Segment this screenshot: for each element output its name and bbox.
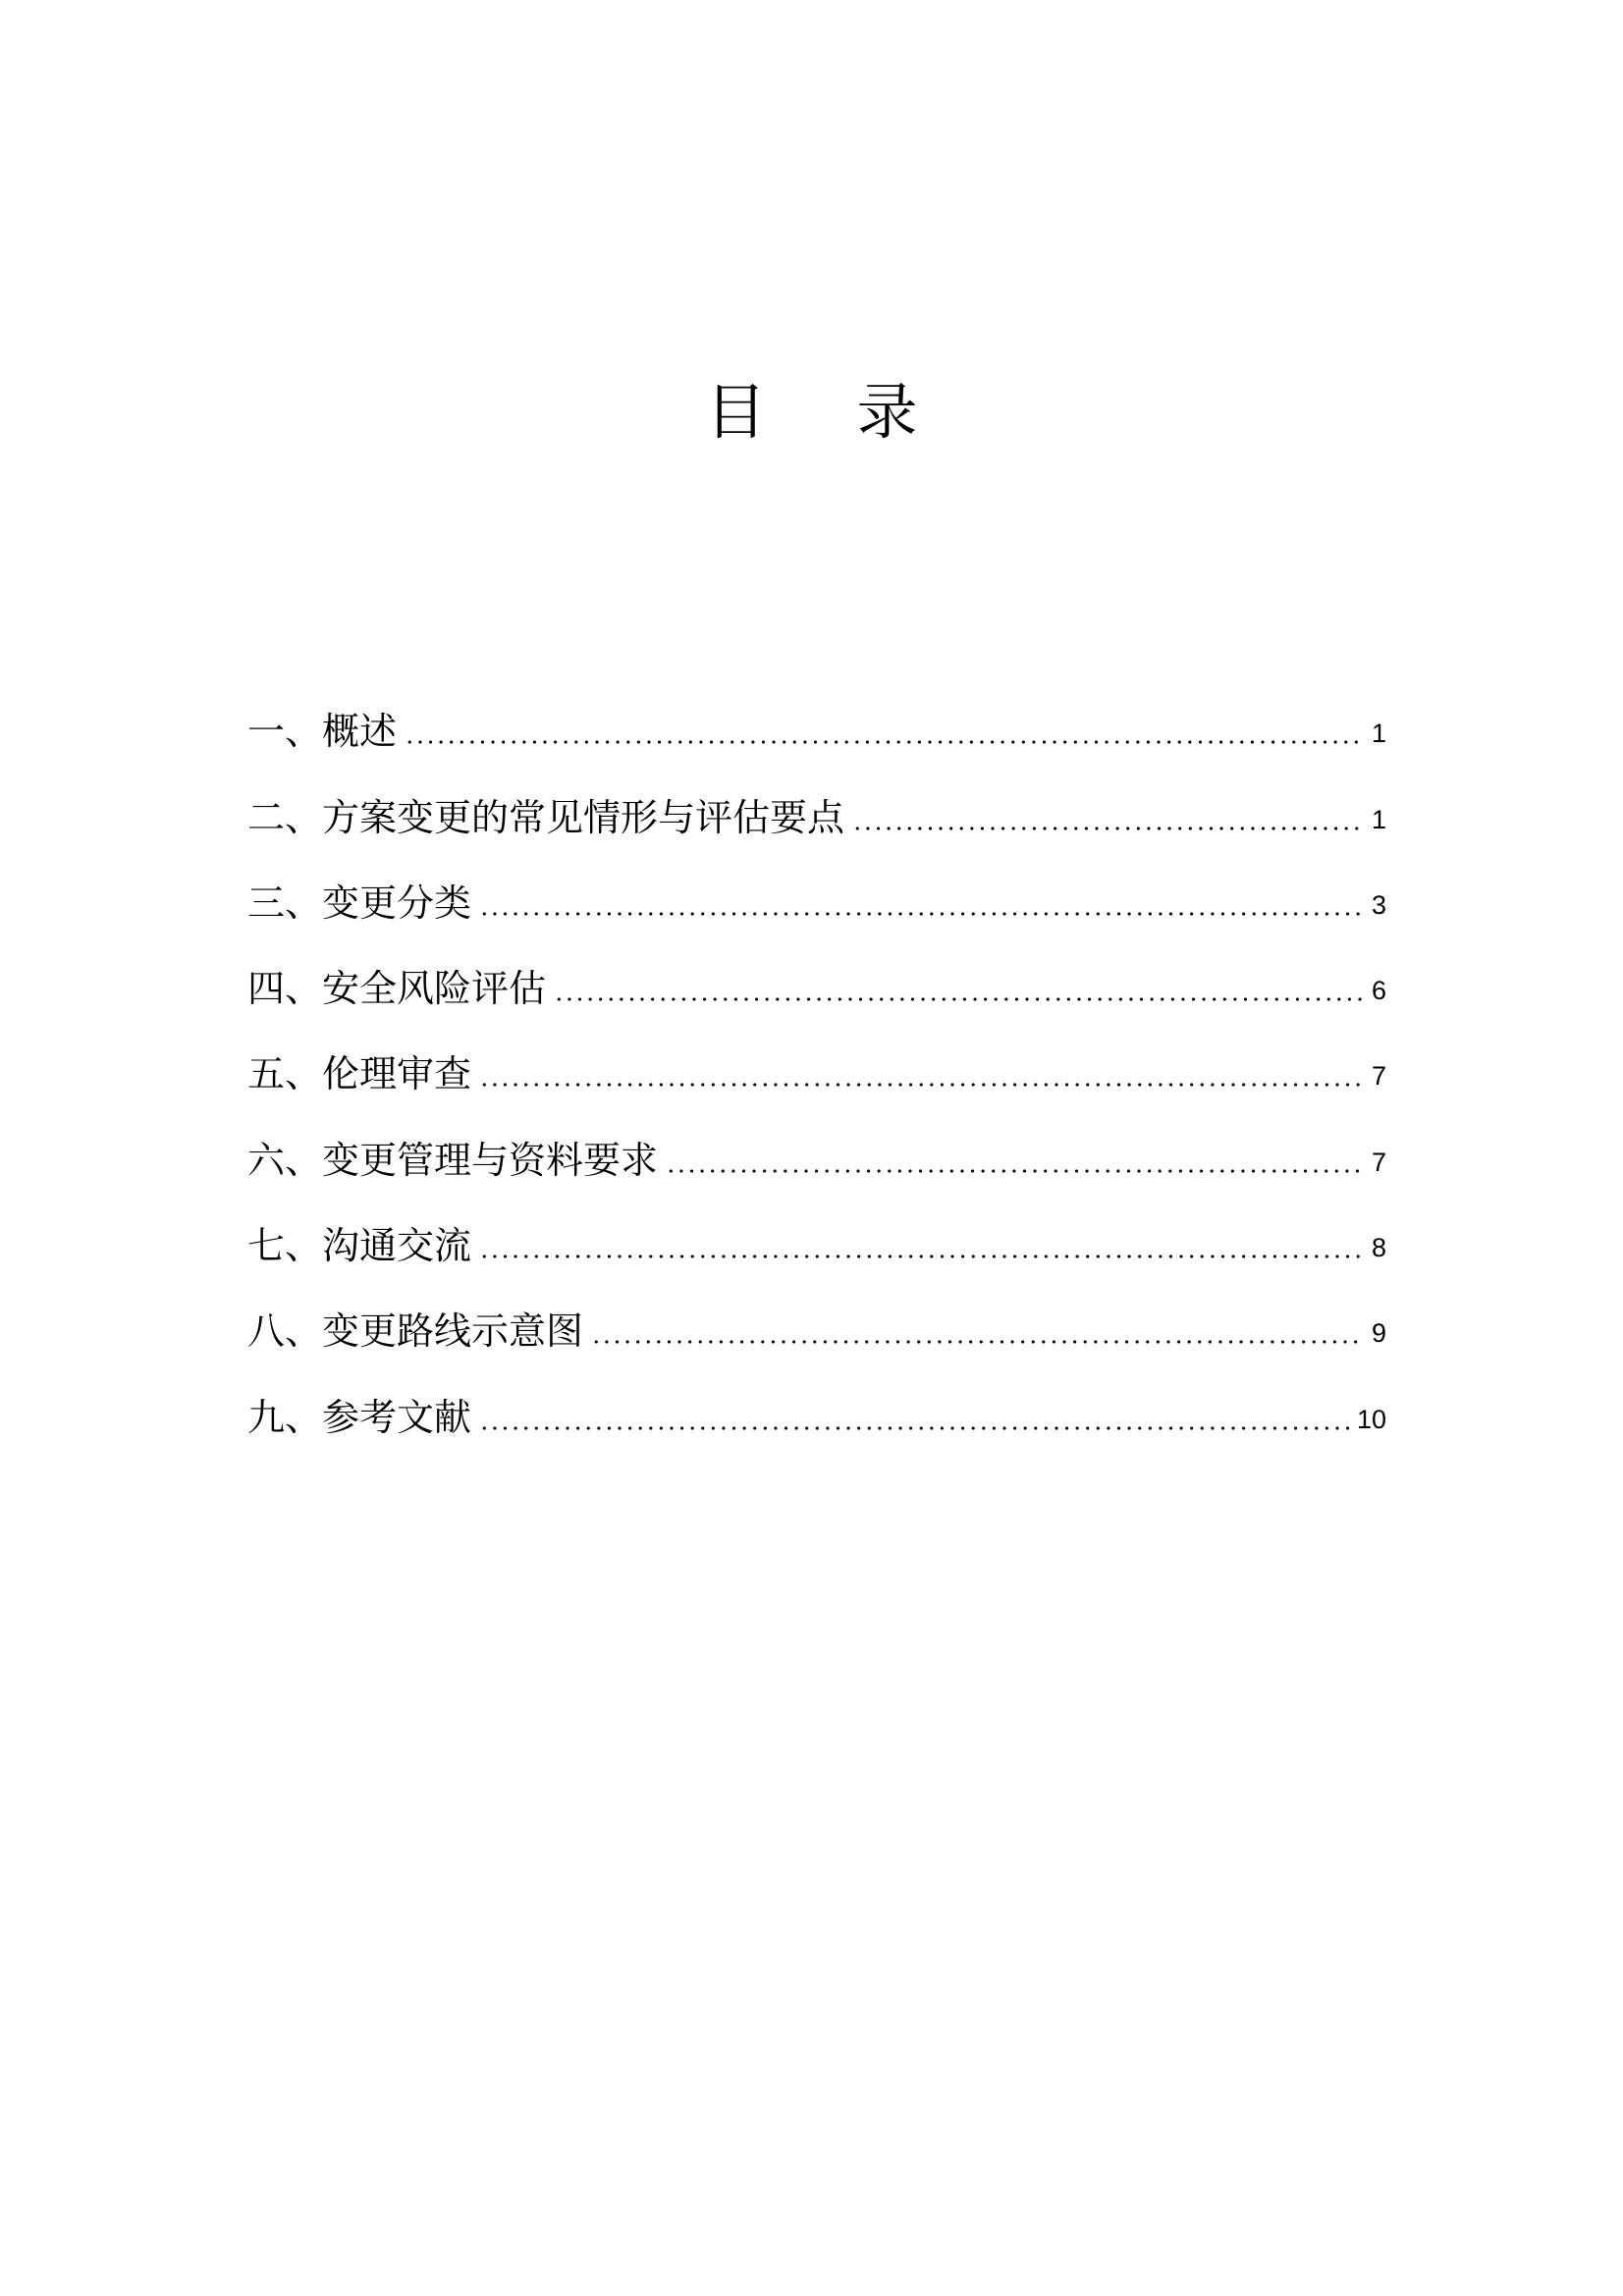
toc-entry-label: 九、参考文献 — [247, 1395, 472, 1439]
toc-entry-label: 四、安全风险评估 — [247, 967, 547, 1011]
toc-entry-label: 八、变更路线示意图 — [247, 1309, 584, 1354]
page-title — [0, 376, 1623, 449]
toc-entry-common-changes[interactable] — [247, 756, 1386, 841]
toc-page-number: 7 — [1371, 1147, 1386, 1177]
toc-page-number: 6 — [1371, 976, 1386, 1006]
toc-dot-leader — [479, 1082, 1364, 1088]
toc-page-number: 8 — [1371, 1233, 1386, 1263]
toc-dot-leader — [479, 1254, 1364, 1259]
toc-dot-leader — [479, 911, 1364, 917]
toc-entry-safety-risk[interactable] — [247, 928, 1386, 1013]
toc-entry-communication[interactable] — [247, 1185, 1386, 1270]
toc-entry-label: 一、概述 — [247, 710, 398, 754]
toc-entry-label: 六、变更管理与资料要求 — [247, 1138, 659, 1182]
toc-dot-leader — [405, 739, 1364, 745]
toc-dot-leader — [591, 1339, 1364, 1345]
toc-entry-change-management[interactable] — [247, 1098, 1386, 1184]
toc-entry-label: 二、方案变更的常见情形与评估要点 — [247, 795, 845, 839]
toc-page-number: 1 — [1371, 719, 1386, 749]
toc-entry-overview[interactable] — [247, 670, 1386, 756]
toc-entry-change-classification[interactable] — [247, 842, 1386, 928]
toc-entry-label: 三、变更分类 — [247, 881, 472, 925]
toc-page-number: 3 — [1371, 889, 1386, 920]
toc-page-number: 9 — [1371, 1318, 1386, 1349]
toc-entry-label: 五、伦理审查 — [247, 1052, 472, 1096]
toc-entry-roadmap[interactable] — [247, 1270, 1386, 1356]
title-char-1: 目 — [705, 376, 767, 448]
toc-page-number: 10 — [1356, 1404, 1386, 1434]
toc-entry-references[interactable] — [247, 1356, 1386, 1441]
toc-page-number: 7 — [1371, 1061, 1386, 1092]
toc-page-number: 1 — [1371, 804, 1386, 834]
toc-entry-ethics-review[interactable] — [247, 1013, 1386, 1098]
toc-entry-label: 七、沟通交流 — [247, 1224, 472, 1268]
toc-dot-leader — [666, 1168, 1364, 1174]
table-of-contents — [247, 670, 1386, 1442]
toc-dot-leader — [554, 996, 1364, 1002]
title-char-2: 录 — [856, 376, 918, 448]
toc-dot-leader — [479, 1425, 1349, 1431]
toc-dot-leader — [852, 826, 1364, 831]
